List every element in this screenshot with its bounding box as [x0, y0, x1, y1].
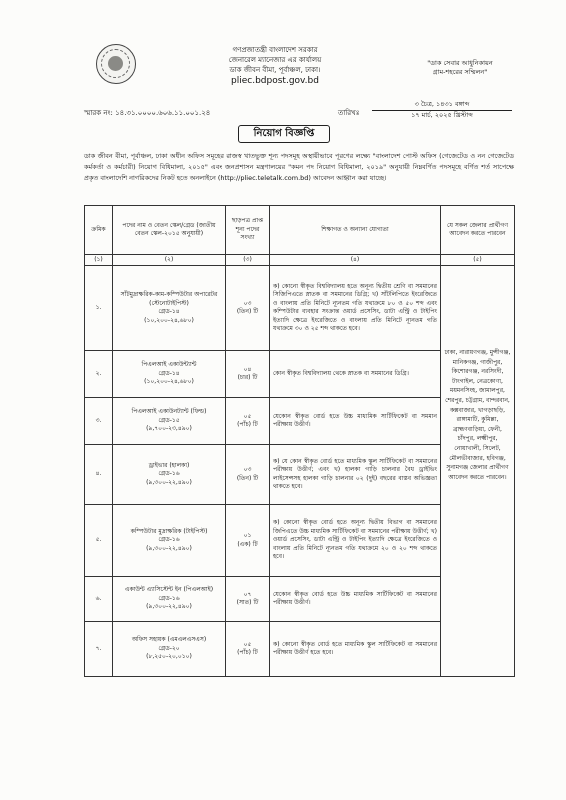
row-qualification: ক) কোনো স্বীকৃত বোর্ড হতে অনূন্য দ্বিতীয় বিভাগ বা সমমানের জিপিএতে উচ্চ মাধ্যমিক সার্টিফিকেট বা সমমানের পরীক্ষায় উত্তীর্ণ; খ) ওয়ার্ড প্রসেসিং, ডাটা এন্ট্রি ও টাইপিং ইত্যাদি ক্ষেত্রে ইংরেজিতে ও বাংলায় প্রতি মিনিটে ন্যূনতম গতি যথাক্রমে ২০ ও ২০ শব্দ থাকতে হবে।	[270, 505, 441, 577]
header-districts: যে সকল জেলার প্রার্থীগণ আবেদন করতে পারবেন	[441, 206, 515, 255]
header-qualification: শিক্ষাগত ও অন্যান্য যোগ্যতা	[270, 206, 441, 255]
column-number: (১)	[85, 255, 113, 266]
post-scale: (৯,৩০০-২২,৪৯০)	[146, 603, 192, 611]
post-name: পিএলআই একাউন্ট্যান্ট	[141, 361, 197, 369]
count-words: (এক) টি	[237, 540, 258, 548]
row-qualification: ক) কোনো স্বীকৃত বোর্ড হতে মাধ্যমিক স্কুল সার্টিফিকেট বা সমমানের পরীক্ষায় উত্তীর্ণ হতে হবে।	[270, 622, 441, 677]
row-qualification: যেকোন স্বীকৃত বোর্ড হতে উচ্চ মাধ্যমিক সার্টিফিকেট বা সমমানের পরীক্ষায় উত্তীর্ণ।	[270, 577, 441, 622]
row-count	[226, 398, 270, 445]
row-post	[113, 505, 226, 577]
count-number: ০৭	[243, 590, 252, 598]
column-number: (৫)	[441, 255, 515, 266]
office-name: জেনারেল ম্যানেজার এর কার্যালয়	[228, 56, 322, 64]
slogan-line-2: গ্রাম-শহরের সম্মিলন"	[432, 68, 488, 76]
office-website: pliec.bdpost.gov.bd	[231, 76, 319, 86]
post-scale: (৯,৩০০-২২,৪৯০)	[146, 544, 192, 552]
row-qualification: ক) যে কোন স্বীকৃত বোর্ড হতে মাধ্যমিক স্কুল সার্টিফিকেট বা সমমানের পরীক্ষায় উত্তীর্ণ; এবং খ) হালকা গাড়ি চালনার বৈধ ড্রাইভিং লাইসেন্সসহ হালকা গাড়ি চালনার ০২ (দুই) বছরের বাস্তব অভিজ্ঞতা থাকতে হবে।	[270, 445, 441, 505]
column-number: (২)	[113, 255, 226, 266]
row-count	[226, 622, 270, 677]
row-serial: ৩.	[85, 398, 113, 445]
row-serial: ৭.	[85, 622, 113, 677]
row-qualification: যেকোন স্বীকৃত বোর্ড হতে উচ্চ মাধ্যমিক সার্টিফিকেট বা সমমান পরীক্ষায় উত্তীর্ণ।	[270, 398, 441, 445]
office-address: ডাক জীবন বীমা, পূর্বাঞ্চল, ঢাকা।	[229, 66, 321, 74]
slogan-line-1: "ডাক সেবার আধুনিকায়ন	[427, 59, 493, 67]
row-count	[226, 505, 270, 577]
post-name: একাউন্ট এ্যাসিস্টেন্ট ইন (পিএলআই)	[124, 586, 214, 594]
row-post	[113, 577, 226, 622]
post-scale: (১০,২০০-২৪,৬৮০)	[144, 378, 194, 386]
post-scale: (৯,৭০০-২৩,৪৯০)	[146, 425, 192, 433]
post-grade: গ্রেড-১৪	[158, 369, 180, 377]
post-name: সাঁটমুদ্রাক্ষরিক-কাম-কম্পিউটার অপারেটর (স্টেনোটাইপিস্ট)	[120, 291, 218, 307]
post-grade: গ্রেড-১৬	[158, 594, 180, 602]
row-count	[226, 266, 270, 351]
slogan	[406, 59, 514, 77]
post-scale: (৯,৩০০-২২,৪৯০)	[146, 478, 192, 486]
row-qualification: কোন স্বীকৃত বিশ্ববিদ্যালয় থেকে স্নাতক বা সমমানের ডিগ্রি।	[270, 351, 441, 398]
date-block	[372, 100, 512, 120]
post-grade: গ্রেড-১৬	[158, 470, 180, 478]
table-row	[85, 266, 515, 351]
row-count	[226, 577, 270, 622]
count-number: ০১	[243, 532, 252, 539]
row-serial: ৬.	[85, 577, 113, 622]
government-name: গণপ্রজাতন্ত্রী বাংলাদেশ সরকার	[232, 46, 318, 54]
count-words: (চার) টি	[237, 374, 258, 381]
post-grade: গ্রেড-২০	[158, 644, 180, 652]
count-number: ০৫	[243, 640, 252, 648]
notice-title: নিয়োগ বিজ্ঞপ্তি	[238, 125, 330, 143]
post-name: কম্পিউটার মুদ্রাক্ষরিক (টাইপিস্ট)	[130, 527, 208, 535]
count-number: ০৪	[243, 365, 252, 373]
count-number: ০৫	[243, 412, 252, 420]
post-scale: (৮,২৫০-২০,০১০)	[146, 653, 192, 661]
count-words: (তিন) টি	[236, 474, 259, 482]
count-number: ০৩	[243, 466, 252, 473]
header-post: পদের নাম ও বেতন স্কেল/গ্রেড (জাতীয় বেতন স্কেল-২০১৫ অনুযায়ী)	[113, 206, 226, 255]
post-name: পিএলআই একাউনট্যান্ট (ফিল্ড)	[131, 408, 207, 416]
date-label: তারিখঃ	[338, 109, 360, 117]
row-count	[226, 445, 270, 505]
vacancy-table	[84, 205, 515, 677]
row-serial: ২.	[85, 351, 113, 398]
row-serial: ৫.	[85, 505, 113, 577]
post-name: অফিস সহায়ক (এমএলএসএস)	[131, 636, 207, 644]
date-bangla: ৩ চৈত্র, ১৪৩১ বঙ্গাব্দ	[372, 100, 512, 111]
post-scale: (১০,২০০-২৪,৬৮০)	[144, 316, 194, 324]
count-words: (তিন) টি	[236, 308, 259, 315]
count-words: (সাত) টি	[236, 599, 259, 606]
row-post	[113, 266, 226, 351]
post-grade: গ্রেড-১৬	[158, 536, 180, 544]
row-post	[113, 398, 226, 445]
office-header	[200, 45, 350, 86]
count-words: (পাঁচ) টি	[237, 649, 258, 656]
government-logo-icon	[96, 44, 136, 84]
row-count	[226, 351, 270, 398]
post-grade: গ্রেড-১৫	[158, 416, 180, 424]
intro-paragraph: ডাক জীবন বীমা, পূর্বাঞ্চল, ঢাকা অধীন অফিস সমূহের রাজস্ব খাতভুক্ত শূন্য পদসমূহ অস্থায়ীভাবে পূরণের লক্ষ্যে "বাংলাদেশ পোস্ট অফিস (গেজেটেড ও নন গেজেটেড কর্মকর্তা ও কর্মচারী) নিয়োগ বিধিমালা, ২০১৫" এবং জনপ্রশাসন মন্ত্রণালয়ের "কমন পদ নিয়োগ বিধিমালা, ২০১৯" অনুযায়ী নিম্নবর্ণিত পদসমূহে বর্ণিত শর্ত সাপেক্ষে প্রকৃত বাংলাদেশি নাগরিকদের নিকট হতে অনলাইনে (http://pliec.teletalk.com.bd) আবেদন আহ্বান করা যাচ্ছে।	[84, 152, 514, 182]
date-english: ১৭ মার্চ, ২০২৫ খ্রিস্টাব্দ	[411, 111, 473, 119]
header-count: ছাড়পত্র প্রাপ্ত শূন্য পদের সংখ্যা	[226, 206, 270, 255]
count-number: ০৩	[243, 299, 252, 307]
eligible-districts: ঢাকা, নারায়ণগঞ্জ, মুন্সীগঞ্জ, মানিকগঞ্জ, গাজীপুর, কিশোরগঞ্জ, নরসিংদী, টাংগাইল, নেত্রকোণা, ময়মনসিংহ, জামালপুর, শেরপুর, চট্টগ্রাম, বান্দরবান, কক্সবাজার, খাগড়াছড়ি, রাঙ্গামাটি, কুমিল্লা, ব্রাহ্মণবাড়িয়া, ফেনী, চাঁদপুর, লক্ষ্মীপুর, নোয়াখালী, সিলেট, মৌলভীবাজার, হবিগঞ্জ, সুনামগঞ্জ জেলার প্রার্থীগণ আবেদন করতে পারবেন।	[441, 266, 515, 677]
count-words: (পাঁচ) টি	[237, 421, 258, 428]
post-name: ড্রাইভার (হালকা)	[148, 461, 190, 469]
row-post	[113, 445, 226, 505]
post-grade: গ্রেড-১৪	[158, 308, 180, 315]
row-post	[113, 622, 226, 677]
row-post	[113, 351, 226, 398]
memo-number: স্মারক নং: ১৪.৩১.০০০০.৬০৬.১১.০০১.২৪	[84, 109, 211, 117]
column-number: (৪)	[270, 255, 441, 266]
column-number: (৩)	[226, 255, 270, 266]
row-serial: ১.	[85, 266, 113, 351]
column-number-row	[85, 255, 515, 266]
row-serial: ৪.	[85, 445, 113, 505]
header-serial: ক্রমিক	[85, 206, 113, 255]
row-qualification: ক) কোনো স্বীকৃত বিশ্ববিদ্যালয় হতে অনূন্য দ্বিতীয় শ্রেণি বা সমমানের সিজিপিএতে স্নাতক বা সমমানের ডিগ্রি; খ) সাঁটলিপিতে ইংরেজিতে ও বাংলায় প্রতি মিনিটে ন্যূনতম গতি যথাক্রমে ৮০ ও ৫০ শব্দ এবং কম্পিউটার ব্যবহার সংক্রান্ত ওয়ার্ড প্রসেসিং, ডাটা এন্ট্রি ও টাইপিং ইত্যাদি ক্ষেত্রে ইংরেজিতে ও বাংলায় প্রতি মিনিটে ন্যূনতম গতি যথাক্রমে ৩০ ও ২৫ শব্দ থাকতে হবে।	[270, 266, 441, 351]
table-header-row	[85, 206, 515, 255]
